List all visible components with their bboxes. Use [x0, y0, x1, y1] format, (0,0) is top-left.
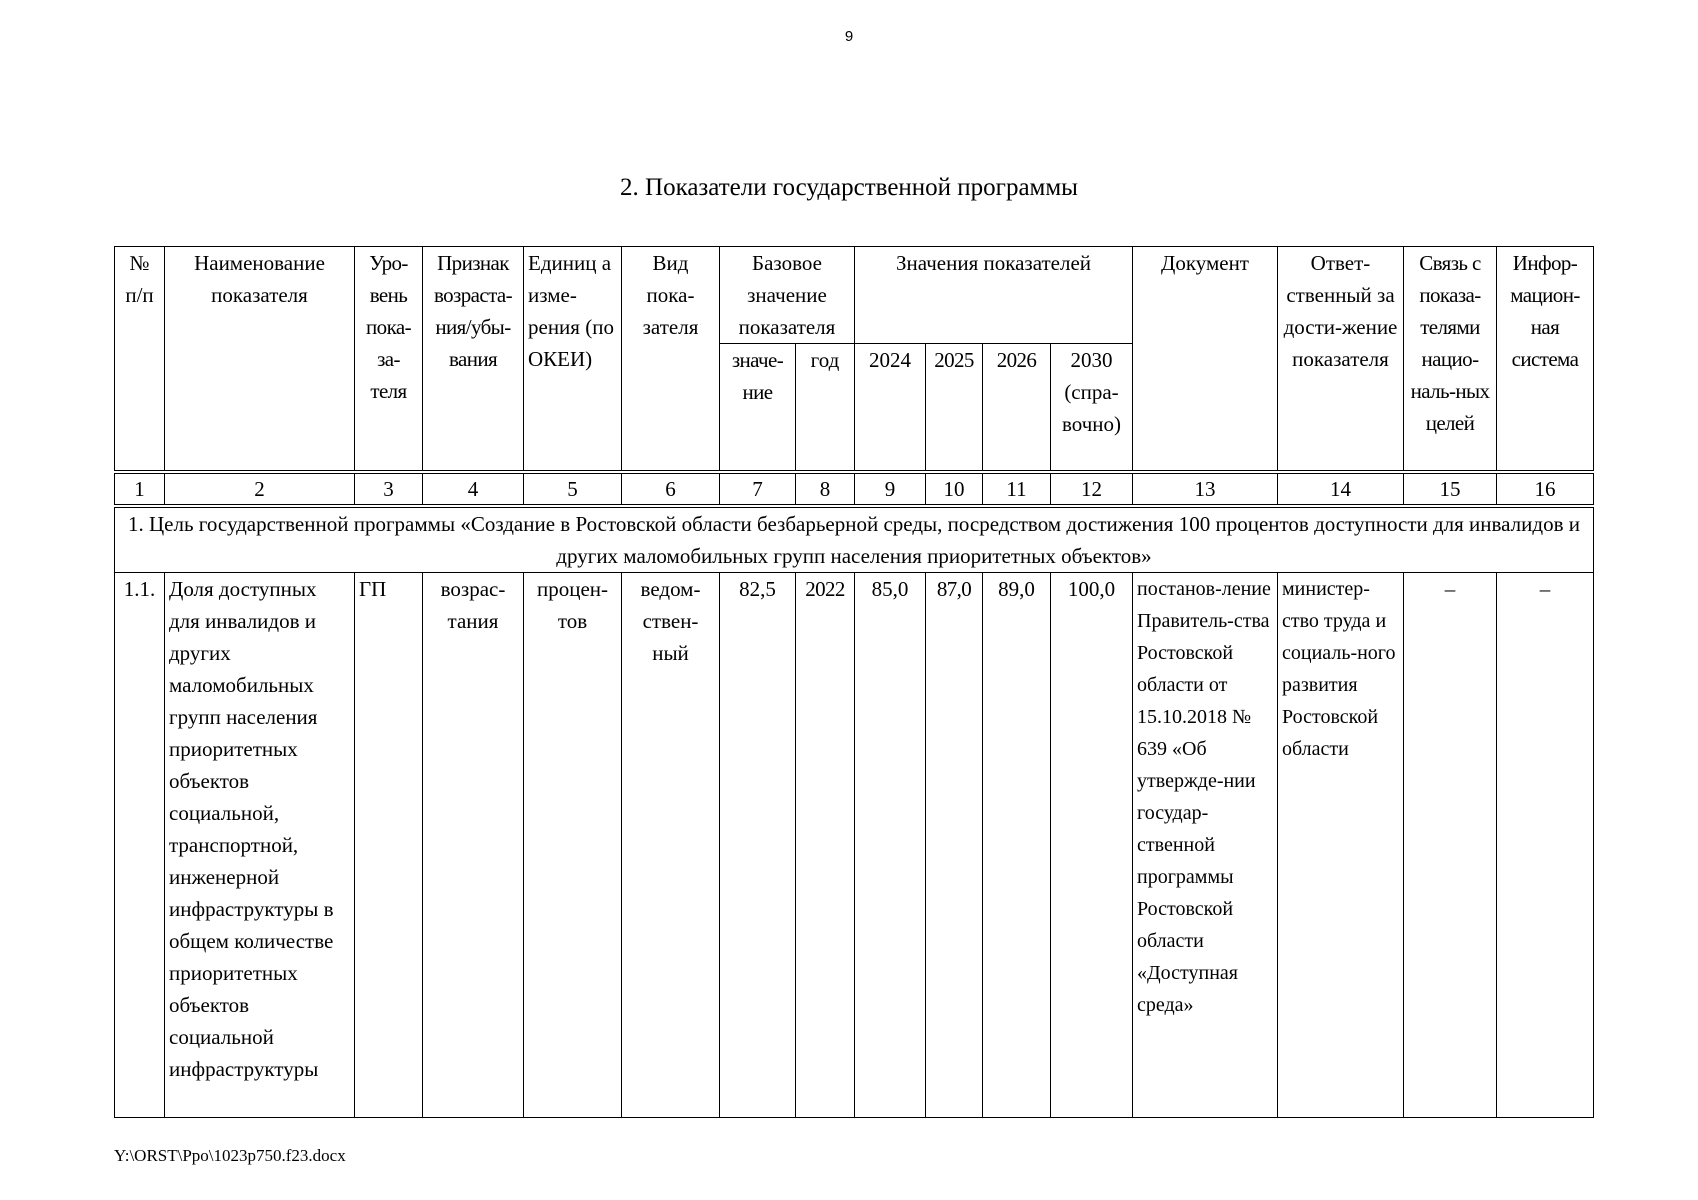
column-number: 3: [355, 472, 423, 506]
column-number: 15: [1404, 472, 1497, 506]
column-number: 10: [926, 472, 983, 506]
column-number: 16: [1497, 472, 1594, 506]
row-value-2024: 85,0: [855, 573, 926, 1118]
header-year-2026: 2026: [983, 344, 1051, 473]
row-value-2030: 100,0: [1051, 573, 1133, 1118]
column-number: 14: [1278, 472, 1404, 506]
column-number: 11: [983, 472, 1051, 506]
row-trend: возрас-тания: [423, 573, 524, 1118]
header-base-value: значе-ние: [720, 344, 796, 473]
column-number: 5: [524, 472, 622, 506]
column-number: 13: [1133, 472, 1278, 506]
row-value-2026: 89,0: [983, 573, 1051, 1118]
goal-row: [115, 506, 1594, 573]
column-number: 4: [423, 472, 524, 506]
header-info-system: Инфор-мацион-ная система: [1497, 247, 1594, 473]
header-year-2030: 2030 (спра-вочно): [1051, 344, 1133, 473]
row-level: ГП: [355, 573, 423, 1118]
column-number: 12: [1051, 472, 1133, 506]
header-document: Документ: [1133, 247, 1278, 473]
header-year-2024: 2024: [855, 344, 926, 473]
row-info-system: –: [1497, 573, 1594, 1118]
indicators-table: [114, 246, 1594, 1118]
header-year-2025: 2025: [926, 344, 983, 473]
header-base-year: год: [796, 344, 855, 473]
header-row-1: [115, 247, 1594, 344]
goal-text: 1. Цель государственной программы «Создание в Ростовской области безбарьерной среды, посредством достижения 100 процентов доступности для инвалидов и других маломобильных групп населения приоритетных объектов»: [115, 506, 1594, 573]
row-document: постанов-ление Правитель-ства Ростовской области от 15.10.2018 № 639 «Об утвержде-нии государ-ственной программы Ростовской области «Доступная среда»: [1133, 573, 1278, 1118]
row-num: 1.1.: [115, 573, 165, 1118]
row-responsible: министер-ство труда и социаль-ного развития Ростовской области: [1278, 573, 1404, 1118]
row-link: –: [1404, 573, 1497, 1118]
row-value-2025: 87,0: [926, 573, 983, 1118]
row-base-value: 82,5: [720, 573, 796, 1118]
header-link: Связь с показа-телями нацио-наль-ных целей: [1404, 247, 1497, 473]
header-type: Вид пока-зателя: [622, 247, 720, 473]
row-type: ведом-ствен-ный: [622, 573, 720, 1118]
header-responsible: Ответ-ственный за дости-жение показателя: [1278, 247, 1404, 473]
column-number: 6: [622, 472, 720, 506]
file-path-footer: Y:\ORST\Ppo\1023p750.f23.docx: [114, 1146, 346, 1165]
column-number: 9: [855, 472, 926, 506]
column-number: 1: [115, 472, 165, 506]
header-values-group: Значения показателей: [855, 247, 1133, 344]
indicator-row: [115, 573, 1594, 1118]
row-name: Доля доступных для инвалидов и других маломобильных групп населения приоритетных объектов социальной, транспортной, инженерной инфраструктуры в общем количестве приоритетных объектов социальной инфраструктуры: [165, 573, 355, 1118]
row-unit: процен-тов: [524, 573, 622, 1118]
header-level: Уро-вень пока-за-теля: [355, 247, 423, 473]
header-base-group: Базовое значение показателя: [720, 247, 855, 344]
header-trend: Признак возраста-ния/убы-вания: [423, 247, 524, 473]
header-name: Наименование показателя: [165, 247, 355, 473]
column-number: 8: [796, 472, 855, 506]
header-unit: Единиц а изме-рения (по ОКЕИ): [524, 247, 622, 473]
header-num: № п/п: [115, 247, 165, 473]
column-numbers-row: [115, 472, 1594, 506]
column-number: 2: [165, 472, 355, 506]
section-title: 2. Показатели государственной программы: [620, 174, 1078, 201]
row-base-year: 2022: [796, 573, 855, 1118]
column-number: 7: [720, 472, 796, 506]
page-number: 9: [844, 28, 854, 45]
